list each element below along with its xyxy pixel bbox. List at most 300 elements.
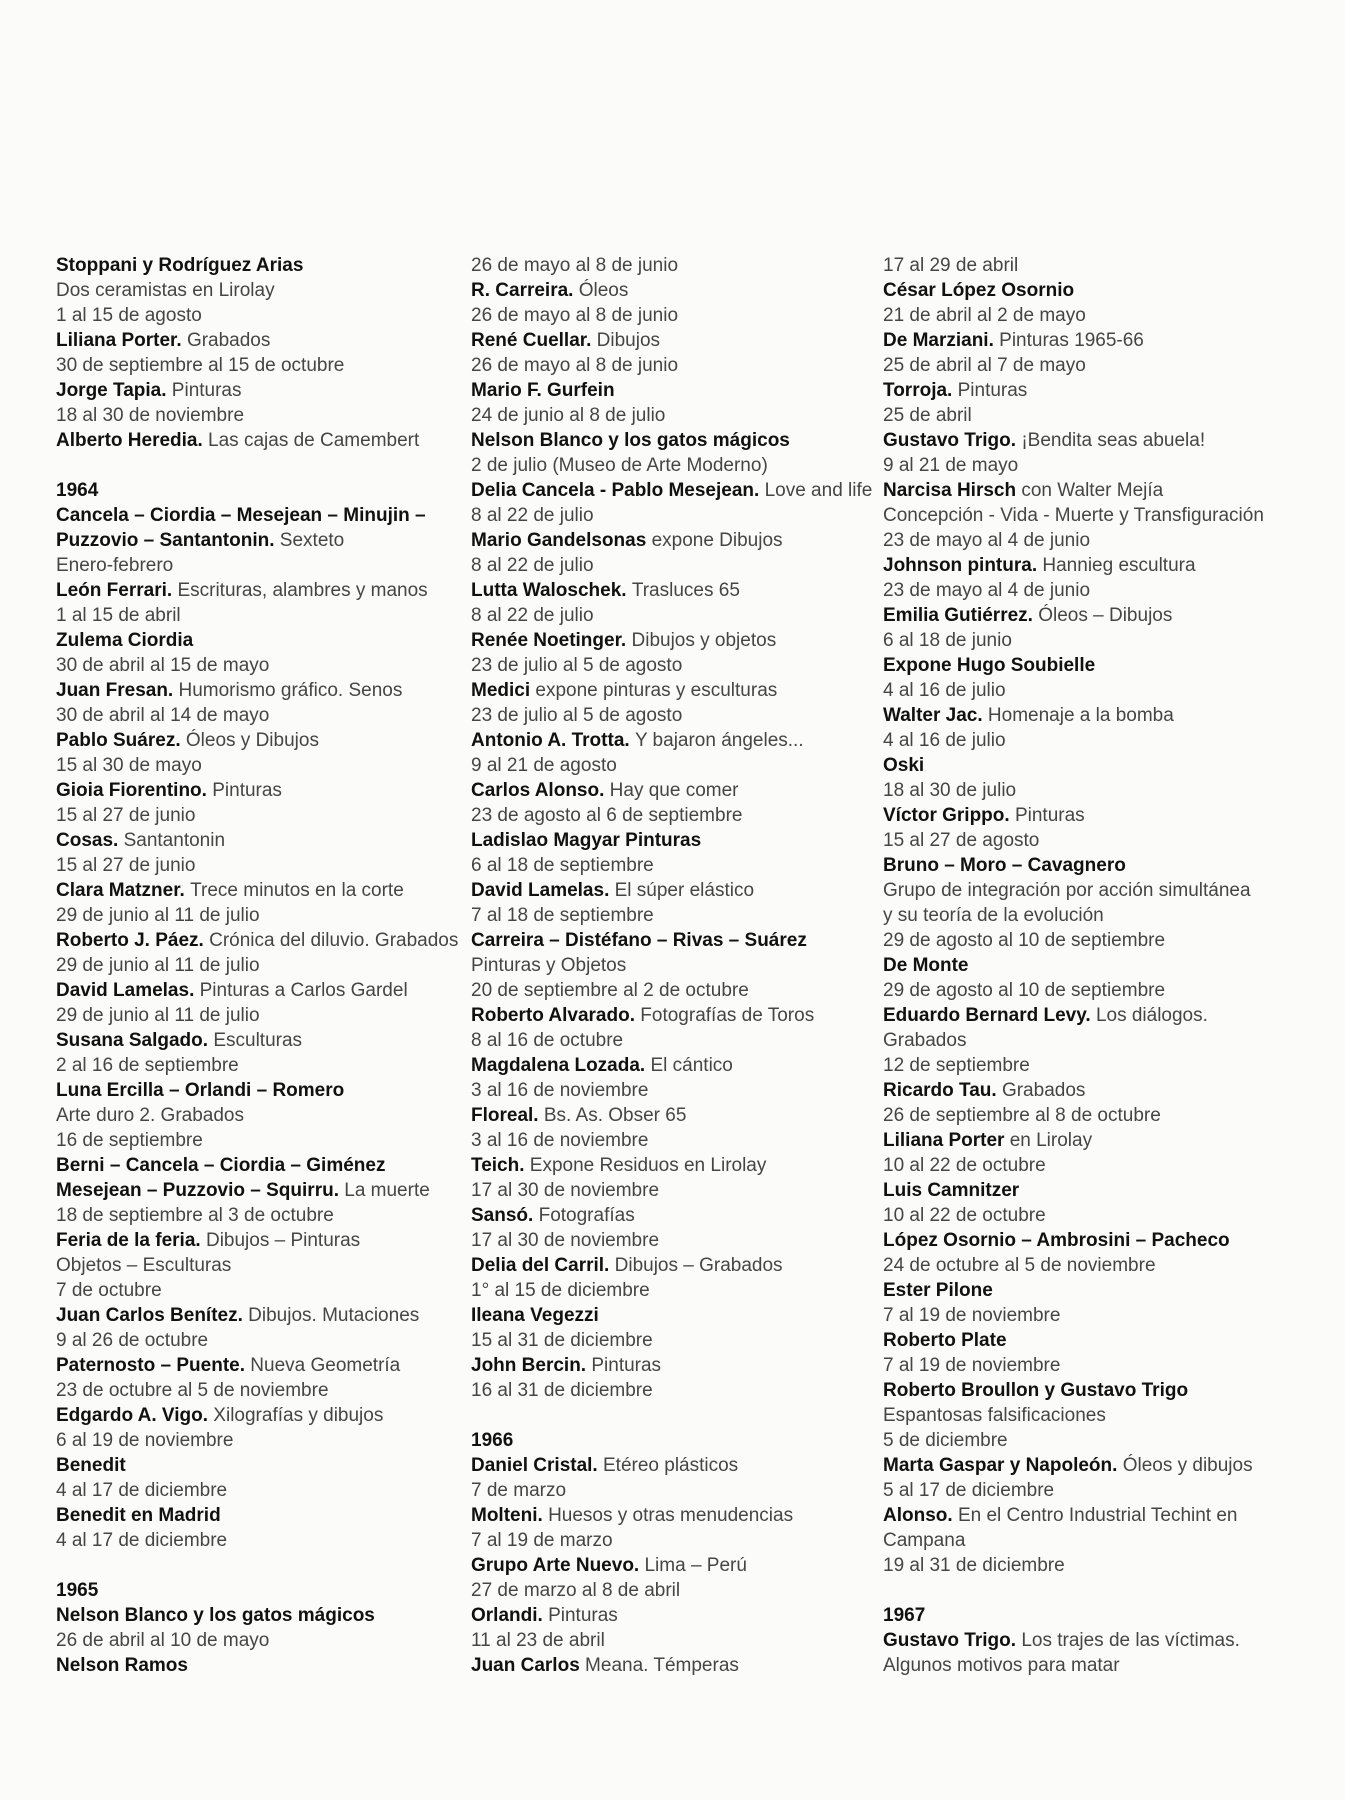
- artist-name: Eduardo Bernard Levy.: [883, 1005, 1091, 1026]
- artist-name: Emilia Gutiérrez.: [883, 605, 1033, 626]
- exhibition-line: [56, 1353, 476, 1378]
- exhibition-line: [471, 303, 891, 328]
- exhibition-line: [883, 1353, 1323, 1378]
- exhibition-line: [471, 803, 891, 828]
- exhibition-detail: 30 de abril al 14 de mayo: [56, 705, 270, 726]
- exhibition-detail: Etéreo plásticos: [603, 1455, 739, 1476]
- exhibition-detail: Trece minutos en la corte: [190, 880, 404, 901]
- exhibition-line: [471, 1053, 891, 1078]
- exhibition-line: [56, 1303, 476, 1328]
- artist-name: Teich.: [471, 1155, 525, 1176]
- exhibition-line: [883, 853, 1323, 878]
- artist-name: Stoppani y Rodríguez Arias: [56, 255, 304, 276]
- exhibition-detail: 2 de julio (Museo de Arte Moderno): [471, 455, 768, 476]
- exhibition-detail: Las cajas de Camembert: [208, 430, 420, 451]
- exhibition-line: [471, 1153, 891, 1178]
- exhibition-line: [471, 553, 891, 578]
- exhibition-detail: 26 de mayo al 8 de junio: [471, 355, 679, 376]
- exhibition-detail: Grabados: [883, 1030, 967, 1051]
- exhibition-line: [883, 1453, 1323, 1478]
- exhibition-detail: Dibujos – Grabados: [614, 1255, 783, 1276]
- exhibition-detail: ¡Bendita seas abuela!: [1021, 430, 1206, 451]
- exhibition-detail: 30 de septiembre al 15 de octubre: [56, 355, 345, 376]
- exhibition-detail: Pinturas: [171, 380, 242, 401]
- exhibition-detail: 21 de abril al 2 de mayo: [883, 305, 1086, 326]
- exhibition-detail: Dibujos – Pinturas: [205, 1230, 361, 1251]
- exhibition-detail: Dibujos: [596, 330, 661, 351]
- artist-name: Alonso.: [883, 1505, 953, 1526]
- exhibition-detail: Sexteto: [279, 530, 345, 551]
- exhibition-line: [56, 1403, 476, 1428]
- artist-name: Liliana Porter.: [56, 330, 182, 351]
- exhibition-line: [56, 1028, 476, 1053]
- exhibition-line: [471, 278, 891, 303]
- exhibition-detail: 8 al 22 de julio: [471, 605, 594, 626]
- artist-name: Narcisa Hirsch: [883, 480, 1017, 501]
- artist-name: Luis Camnitzer: [883, 1180, 1020, 1201]
- exhibition-detail: Humorismo gráfico. Senos: [178, 680, 403, 701]
- exhibition-line: [471, 753, 891, 778]
- exhibition-line: [883, 1278, 1323, 1303]
- exhibition-line: [56, 678, 476, 703]
- artist-name: R. Carreira.: [471, 280, 574, 301]
- exhibition-line: [883, 628, 1323, 653]
- exhibition-line: [883, 253, 1323, 278]
- exhibition-line: [56, 1178, 476, 1203]
- exhibition-detail: 18 de septiembre al 3 de octubre: [56, 1205, 334, 1226]
- exhibition-detail: 10 al 22 de octubre: [883, 1205, 1046, 1226]
- exhibition-line: [883, 603, 1323, 628]
- exhibition-line: [883, 478, 1323, 503]
- artist-name: Orlandi.: [471, 1605, 543, 1626]
- exhibition-detail: 26 de abril al 10 de mayo: [56, 1630, 270, 1651]
- exhibition-line: [883, 403, 1323, 428]
- year-label: 1964: [56, 480, 99, 501]
- artist-name: Roberto Broullon y Gustavo Trigo: [883, 1380, 1189, 1401]
- artist-name: Mesejean – Puzzovio – Squirru.: [56, 1180, 339, 1201]
- exhibition-line: [56, 803, 476, 828]
- exhibition-line: [883, 778, 1323, 803]
- exhibition-line: [471, 503, 891, 528]
- exhibition-detail: 29 de junio al 11 de julio: [56, 1005, 260, 1026]
- year-heading: [471, 1428, 891, 1453]
- artist-name: Roberto Alvarado.: [471, 1005, 635, 1026]
- exhibition-line: [471, 1028, 891, 1053]
- exhibition-line: [883, 528, 1323, 553]
- exhibition-line: [883, 678, 1323, 703]
- exhibition-detail: 29 de junio al 11 de julio: [56, 955, 260, 976]
- exhibition-line: [883, 453, 1323, 478]
- exhibition-detail: El súper elástico: [614, 880, 755, 901]
- exhibition-line: [883, 1428, 1323, 1453]
- artist-name: Benedit en Madrid: [56, 1505, 221, 1526]
- exhibition-line: [56, 778, 476, 803]
- exhibition-line: [56, 303, 476, 328]
- exhibition-line: [471, 253, 891, 278]
- artist-name: Susana Salgado.: [56, 1030, 209, 1051]
- exhibition-line: [883, 753, 1323, 778]
- exhibition-detail: 11 al 23 de abril: [471, 1630, 605, 1651]
- artist-name: Roberto J. Páez.: [56, 930, 204, 951]
- artist-name: Antonio A. Trotta.: [471, 730, 630, 751]
- exhibition-detail: 6 al 18 de septiembre: [471, 855, 654, 876]
- exhibition-detail: Hay que comer: [609, 780, 739, 801]
- exhibition-detail: La muerte: [344, 1180, 430, 1201]
- exhibition-line: [56, 903, 476, 928]
- artist-name: Juan Carlos: [471, 1655, 580, 1676]
- exhibition-detail: Huesos y otras menudencias: [548, 1505, 794, 1526]
- exhibition-line: [471, 1603, 891, 1628]
- exhibition-detail: 1° al 15 de diciembre: [471, 1280, 650, 1301]
- exhibition-detail: Óleos – Dibujos: [1038, 605, 1173, 626]
- exhibition-detail: Trasluces 65: [631, 580, 740, 601]
- exhibition-line: [471, 353, 891, 378]
- exhibition-detail: El cántico: [650, 1055, 733, 1076]
- exhibition-line: [471, 1078, 891, 1103]
- exhibition-detail: 8 al 22 de julio: [471, 555, 594, 576]
- exhibition-line: [56, 1253, 476, 1278]
- artist-name: Juan Carlos Benítez.: [56, 1305, 243, 1326]
- exhibition-detail: 6 al 19 de noviembre: [56, 1430, 234, 1451]
- exhibition-line: [56, 328, 476, 353]
- section-spacer: [471, 1403, 891, 1428]
- exhibition-detail: en Lirolay: [1009, 1130, 1093, 1151]
- exhibition-line: [471, 703, 891, 728]
- artist-name: René Cuellar.: [471, 330, 592, 351]
- exhibition-detail: 15 al 27 de junio: [56, 805, 196, 826]
- exhibition-detail: 15 al 31 de diciembre: [471, 1330, 653, 1351]
- exhibition-line: [883, 553, 1323, 578]
- exhibition-detail: Y bajaron ángeles...: [634, 730, 804, 751]
- exhibition-line: [883, 928, 1323, 953]
- exhibition-line: [883, 1003, 1323, 1028]
- artist-name: Paternosto – Puente.: [56, 1355, 245, 1376]
- artist-name: Delia del Carril.: [471, 1255, 610, 1276]
- exhibition-line: [56, 928, 476, 953]
- exhibition-line: [883, 653, 1323, 678]
- exhibition-line: [471, 953, 891, 978]
- exhibition-line: [883, 1053, 1323, 1078]
- exhibition-detail: Santantonin: [123, 830, 226, 851]
- exhibition-line: [56, 1503, 476, 1528]
- artist-name: De Monte: [883, 955, 969, 976]
- exhibition-line: [56, 1653, 476, 1678]
- exhibition-line: [883, 1203, 1323, 1228]
- exhibition-line: [56, 378, 476, 403]
- exhibition-detail: Óleos y dibujos: [1122, 1455, 1253, 1476]
- exhibition-line: [883, 903, 1323, 928]
- artist-name: Jorge Tapia.: [56, 380, 167, 401]
- artist-name: Nelson Blanco y los gatos mágicos: [56, 1605, 375, 1626]
- artist-name: López Osornio – Ambrosini – Pacheco: [883, 1230, 1230, 1251]
- exhibition-line: [471, 828, 891, 853]
- exhibition-detail: Concepción - Vida - Muerte y Transfiguración: [883, 505, 1264, 526]
- artist-name: Ladislao Magyar Pinturas: [471, 830, 702, 851]
- exhibition-line: [883, 378, 1323, 403]
- exhibition-detail: Los diálogos.: [1095, 1005, 1208, 1026]
- exhibition-detail: Campana: [883, 1530, 966, 1551]
- artist-name: Sansó.: [471, 1205, 534, 1226]
- exhibition-detail: 17 al 29 de abril: [883, 255, 1019, 276]
- exhibition-detail: Algunos motivos para matar: [883, 1655, 1120, 1676]
- exhibition-detail: 5 de diciembre: [883, 1430, 1008, 1451]
- artist-name: Cancela – Ciordia – Mesejean – Minujin –: [56, 505, 426, 526]
- exhibition-line: [471, 903, 891, 928]
- artist-name: Roberto Plate: [883, 1330, 1007, 1351]
- exhibition-detail: Óleos: [578, 280, 629, 301]
- artist-name: Oski: [883, 755, 925, 776]
- exhibition-line: [883, 1478, 1323, 1503]
- artist-name: David Lamelas.: [56, 980, 195, 1001]
- exhibition-detail: Grabados: [186, 330, 271, 351]
- column-3: [883, 253, 1323, 1678]
- artist-name: Carreira – Distéfano – Rivas – Suárez: [471, 930, 807, 951]
- artist-name: Luna Ercilla – Orlandi – Romero: [56, 1080, 345, 1101]
- exhibition-line: [471, 578, 891, 603]
- artist-name: Juan Fresan.: [56, 680, 174, 701]
- exhibition-line: [883, 1378, 1323, 1403]
- exhibition-detail: 25 de abril: [883, 405, 972, 426]
- exhibition-detail: 15 al 30 de mayo: [56, 755, 202, 776]
- exhibition-detail: y su teoría de la evolución: [883, 905, 1104, 926]
- exhibition-detail: Fotografías de Toros: [640, 1005, 815, 1026]
- exhibition-detail: Dibujos. Mutaciones: [248, 1305, 420, 1326]
- exhibition-line: [56, 1528, 476, 1553]
- exhibition-line: [883, 1503, 1323, 1528]
- exhibition-line: [883, 1103, 1323, 1128]
- artist-name: Walter Jac.: [883, 705, 983, 726]
- exhibition-line: [56, 1103, 476, 1128]
- exhibition-detail: 7 al 19 de noviembre: [883, 1305, 1061, 1326]
- exhibition-line: [883, 303, 1323, 328]
- exhibition-line: [883, 978, 1323, 1003]
- exhibition-detail: Hannieg escultura: [1042, 555, 1196, 576]
- exhibition-line: [883, 1528, 1323, 1553]
- exhibition-detail: Pinturas: [957, 380, 1028, 401]
- exhibition-detail: Lima – Perú: [644, 1555, 747, 1576]
- artist-name: Liliana Porter: [883, 1130, 1005, 1151]
- exhibition-detail: Dos ceramistas en Lirolay: [56, 280, 275, 301]
- artist-name: Mario F. Gurfein: [471, 380, 615, 401]
- exhibition-detail: 25 de abril al 7 de mayo: [883, 355, 1086, 376]
- artist-name: Marta Gaspar y Napoleón.: [883, 1455, 1118, 1476]
- exhibition-detail: Nueva Geometría: [250, 1355, 401, 1376]
- artist-name: Mario Gandelsonas: [471, 530, 647, 551]
- year-heading: [56, 1578, 476, 1603]
- exhibition-line: [56, 1078, 476, 1103]
- artist-name: Floreal.: [471, 1105, 539, 1126]
- exhibition-detail: 1 al 15 de abril: [56, 605, 181, 626]
- exhibition-line: [56, 1128, 476, 1153]
- exhibition-detail: 27 de marzo al 8 de abril: [471, 1580, 681, 1601]
- exhibition-line: [471, 1378, 891, 1403]
- exhibition-detail: 19 al 31 de diciembre: [883, 1555, 1065, 1576]
- exhibition-line: [56, 1203, 476, 1228]
- exhibition-detail: Arte duro 2. Grabados: [56, 1105, 244, 1126]
- artist-name: Magdalena Lozada.: [471, 1055, 646, 1076]
- exhibition-line: [883, 953, 1323, 978]
- exhibition-line: [471, 678, 891, 703]
- exhibition-detail: 23 de octubre al 5 de noviembre: [56, 1380, 329, 1401]
- exhibition-line: [471, 628, 891, 653]
- artist-name: Daniel Cristal.: [471, 1455, 598, 1476]
- exhibition-line: [56, 1153, 476, 1178]
- exhibition-line: [471, 1478, 891, 1503]
- exhibition-detail: Óleos y Dibujos: [185, 730, 319, 751]
- exhibition-detail: 7 de marzo: [471, 1480, 567, 1501]
- exhibition-detail: Bs. As. Obser 65: [543, 1105, 687, 1126]
- exhibition-line: [883, 878, 1323, 903]
- exhibition-detail: 16 de septiembre: [56, 1130, 203, 1151]
- exhibition-line: [471, 1253, 891, 1278]
- exhibition-detail: Meana. Témperas: [585, 1655, 739, 1676]
- year-label: 1967: [883, 1605, 926, 1626]
- artist-name: Ileana Vegezzi: [471, 1305, 599, 1326]
- artist-name: Ricardo Tau.: [883, 1080, 997, 1101]
- exhibition-line: [471, 978, 891, 1003]
- exhibition-detail: Dibujos y objetos: [631, 630, 777, 651]
- artist-name: Medici: [471, 680, 531, 701]
- exhibition-detail: 9 al 21 de agosto: [471, 755, 617, 776]
- exhibition-line: [471, 453, 891, 478]
- exhibition-line: [883, 1178, 1323, 1203]
- exhibition-line: [56, 1003, 476, 1028]
- exhibition-detail: Esculturas: [213, 1030, 303, 1051]
- exhibition-detail: 5 al 17 de diciembre: [883, 1480, 1055, 1501]
- artist-name: César López Osornio: [883, 280, 1075, 301]
- exhibition-detail: 26 de mayo al 8 de junio: [471, 305, 679, 326]
- exhibition-detail: 9 al 21 de mayo: [883, 455, 1019, 476]
- exhibition-detail: 2 al 16 de septiembre: [56, 1055, 239, 1076]
- artist-name: Cosas.: [56, 830, 119, 851]
- exhibition-line: [56, 828, 476, 853]
- exhibition-detail: expone pinturas y esculturas: [535, 680, 778, 701]
- exhibition-line: [883, 1553, 1323, 1578]
- exhibition-line: [56, 428, 476, 453]
- artist-name: Torroja.: [883, 380, 953, 401]
- artist-name: Delia Cancela - Pablo Mesejean.: [471, 480, 760, 501]
- exhibition-line: [56, 603, 476, 628]
- exhibition-detail: expone Dibujos: [651, 530, 783, 551]
- exhibition-line: [471, 853, 891, 878]
- exhibition-line: [883, 278, 1323, 303]
- artist-name: León Ferrari.: [56, 580, 173, 601]
- exhibition-line: [471, 1528, 891, 1553]
- exhibition-line: [471, 928, 891, 953]
- exhibition-line: [56, 703, 476, 728]
- artist-name: Nelson Blanco y los gatos mágicos: [471, 430, 790, 451]
- artist-name: Nelson Ramos: [56, 1655, 188, 1676]
- exhibition-detail: 23 de julio al 5 de agosto: [471, 655, 683, 676]
- exhibition-detail: 23 de agosto al 6 de septiembre: [471, 805, 743, 826]
- artist-name: Puzzovio – Santantonin.: [56, 530, 275, 551]
- exhibition-detail: 18 al 30 de noviembre: [56, 405, 245, 426]
- exhibition-detail: 24 de junio al 8 de julio: [471, 405, 666, 426]
- exhibition-line: [471, 528, 891, 553]
- exhibition-detail: Expone Residuos en Lirolay: [529, 1155, 767, 1176]
- exhibition-line: [883, 1078, 1323, 1103]
- exhibition-detail: Pinturas: [1014, 805, 1085, 826]
- exhibition-detail: 1 al 15 de agosto: [56, 305, 202, 326]
- exhibition-line: [471, 478, 891, 503]
- artist-name: Clara Matzner.: [56, 880, 185, 901]
- exhibition-line: [883, 1028, 1323, 1053]
- exhibition-detail: 4 al 16 de julio: [883, 730, 1006, 751]
- exhibition-line: [56, 878, 476, 903]
- exhibition-line: [56, 1053, 476, 1078]
- exhibition-detail: 18 al 30 de julio: [883, 780, 1017, 801]
- exhibition-detail: 29 de junio al 11 de julio: [56, 905, 260, 926]
- exhibition-detail: 6 al 18 de junio: [883, 630, 1012, 651]
- year-label: 1965: [56, 1580, 99, 1601]
- exhibition-detail: con Walter Mejía: [1021, 480, 1164, 501]
- exhibition-detail: Pinturas: [212, 780, 282, 801]
- exhibition-line: [56, 853, 476, 878]
- artist-name: Zulema Ciordia: [56, 630, 194, 651]
- exhibition-detail: Pinturas: [591, 1355, 662, 1376]
- exhibition-line: [883, 1628, 1323, 1653]
- exhibition-line: [471, 1128, 891, 1153]
- exhibition-detail: 15 al 27 de agosto: [883, 830, 1040, 851]
- exhibition-line: [471, 1553, 891, 1578]
- exhibition-detail: Espantosas falsificaciones: [883, 1405, 1106, 1426]
- exhibition-line: [56, 253, 476, 278]
- artist-name: Víctor Grippo.: [883, 805, 1010, 826]
- exhibition-detail: Pinturas y Objetos: [471, 955, 627, 976]
- exhibition-line: [56, 1628, 476, 1653]
- exhibition-line: [883, 1328, 1323, 1353]
- exhibition-line: [471, 1453, 891, 1478]
- exhibition-line: [56, 578, 476, 603]
- artist-name: Ester Pilone: [883, 1280, 993, 1301]
- artist-name: Bruno – Moro – Cavagnero: [883, 855, 1126, 876]
- exhibition-line: [56, 1328, 476, 1353]
- exhibition-line: [56, 1278, 476, 1303]
- exhibition-line: [56, 1378, 476, 1403]
- exhibition-line: [56, 1603, 476, 1628]
- exhibition-line: [471, 653, 891, 678]
- exhibition-detail: Enero-febrero: [56, 555, 174, 576]
- exhibition-line: [471, 1328, 891, 1353]
- artist-name: Molteni.: [471, 1505, 543, 1526]
- artist-name: Pablo Suárez.: [56, 730, 181, 751]
- exhibition-detail: Love and life: [764, 480, 873, 501]
- exhibition-detail: 30 de abril al 15 de mayo: [56, 655, 270, 676]
- exhibition-line: [883, 353, 1323, 378]
- exhibition-line: [471, 1303, 891, 1328]
- year-heading: [56, 478, 476, 503]
- exhibition-detail: 8 al 22 de julio: [471, 505, 594, 526]
- artist-name: John Bercin.: [471, 1355, 587, 1376]
- artist-name: Alberto Heredia.: [56, 430, 203, 451]
- exhibition-line: [56, 653, 476, 678]
- exhibition-line: [883, 578, 1323, 603]
- exhibition-detail: 23 de mayo al 4 de junio: [883, 580, 1091, 601]
- artist-name: Benedit: [56, 1455, 126, 1476]
- section-spacer: [56, 1553, 476, 1578]
- exhibition-detail: Pinturas a Carlos Gardel: [199, 980, 408, 1001]
- exhibition-detail: 29 de agosto al 10 de septiembre: [883, 930, 1166, 951]
- exhibition-line: [883, 1128, 1323, 1153]
- exhibition-line: [56, 503, 476, 528]
- exhibition-detail: 4 al 17 de diciembre: [56, 1480, 228, 1501]
- exhibition-detail: 16 al 31 de diciembre: [471, 1380, 653, 1401]
- exhibition-line: [883, 1228, 1323, 1253]
- exhibition-detail: 3 al 16 de noviembre: [471, 1080, 649, 1101]
- artist-name: Berni – Cancela – Ciordia – Giménez: [56, 1155, 386, 1176]
- artist-name: Gioia Fiorentino.: [56, 780, 207, 801]
- exhibition-line: [56, 1228, 476, 1253]
